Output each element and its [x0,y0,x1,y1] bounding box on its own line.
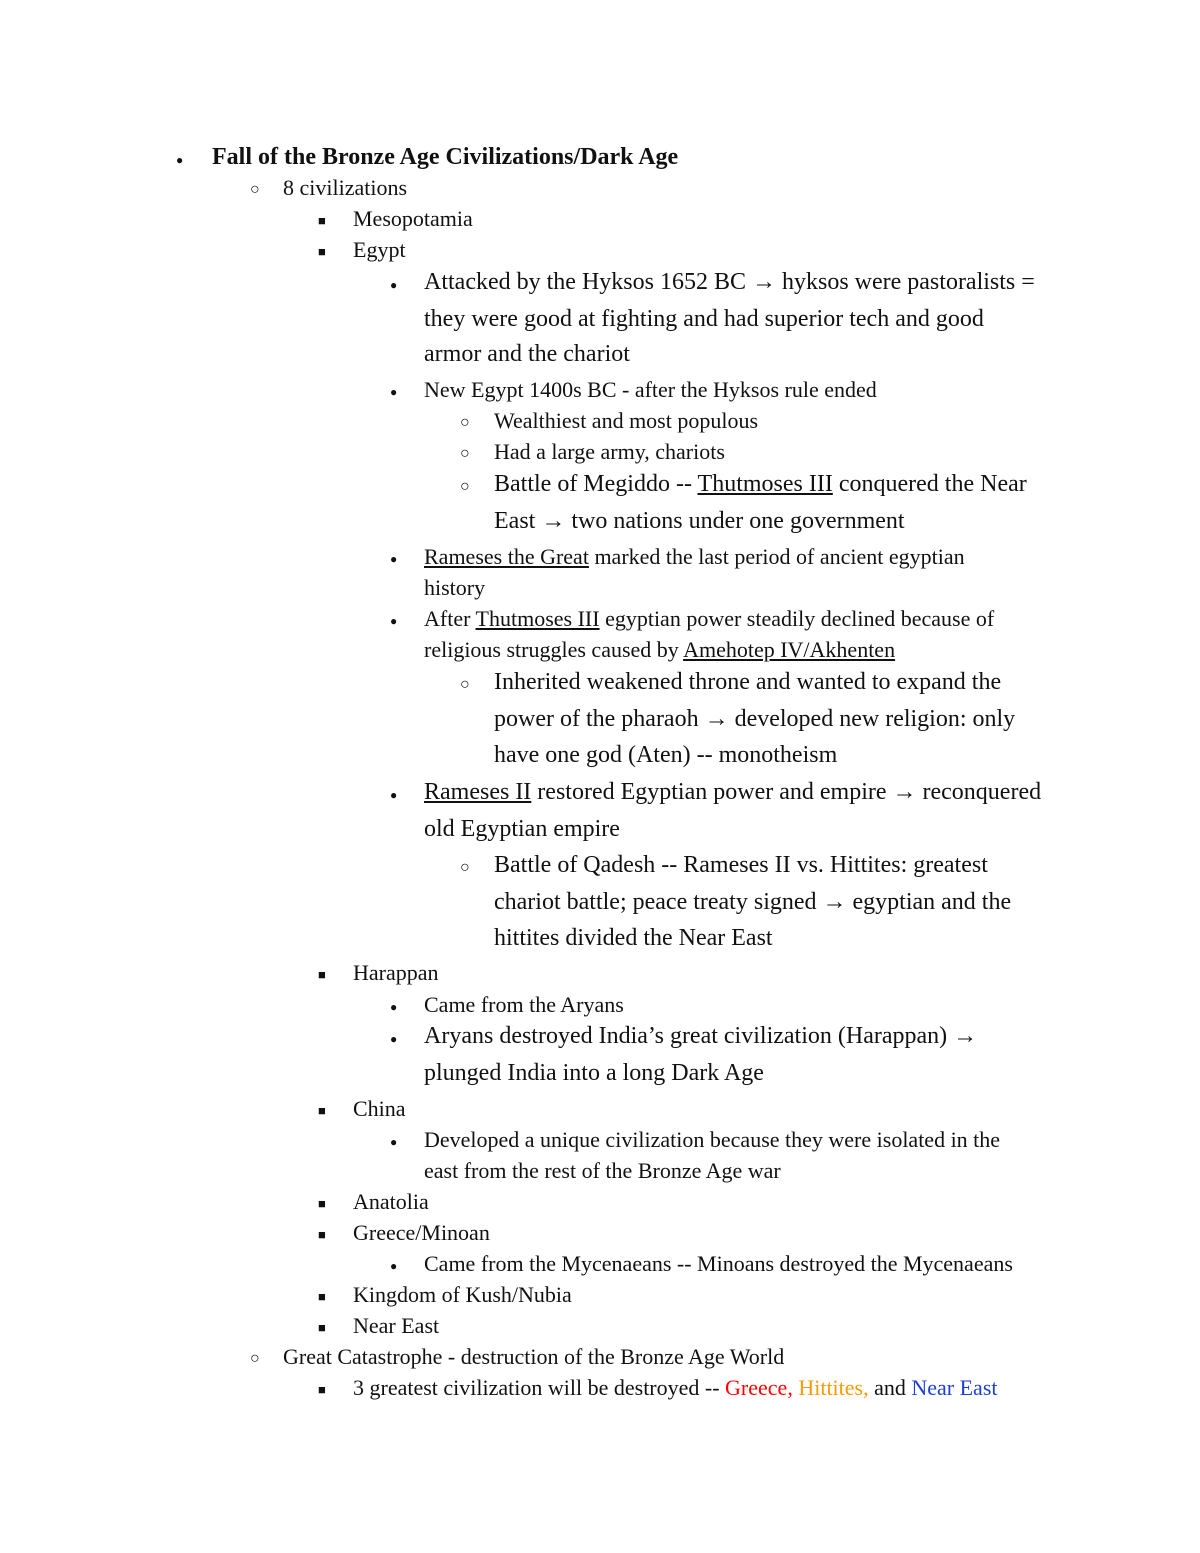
bullet-circle-icon [250,175,260,203]
list-item: Greece/Minoan [353,1220,490,1245]
list-item [494,471,1027,497]
bullet-square-icon [318,206,326,234]
bullet-circle-icon [460,670,470,698]
list-item: Attacked by the Hyksos 1652 BC → hyksos were pastoralists = [424,269,1035,295]
bullet-square-icon [318,1189,326,1217]
bullet-square-icon [318,1375,326,1403]
list-item: Anatolia [353,1189,429,1214]
list-item [424,544,965,570]
bullet-circle-icon [460,472,470,500]
list-item-continued: they were good at fighting and had superior tech and good [424,306,984,332]
bullet-circle-icon [460,439,470,467]
bullet-square-icon [318,1282,326,1310]
bullet-square-icon [318,960,326,988]
list-item: Developed a unique civilization because they were isolated in the [424,1127,1001,1152]
underlined-name: Thutmoses III [475,606,600,631]
bullet-dot-icon [176,145,183,173]
bullet-square-icon [318,1313,326,1341]
text-run: egyptian power steadily declined because of [599,606,995,631]
highlight-hittites: Hittites, [798,1375,869,1400]
underlined-name: Rameses II [424,779,532,805]
section-title: Fall of the Bronze Age Civilizations/Dark Age [212,144,679,170]
list-item-continued [424,637,895,663]
text-run: conquered the Near [832,471,1027,497]
list-item: Great Catastrophe - destruction of the Bronze Age World [283,1344,785,1369]
bullet-dot-icon [390,992,397,1020]
list-item-continued: hittites divided the Near East [494,925,773,951]
bullet-circle-icon [250,1344,260,1372]
list-item-continued: old Egyptian empire [424,816,620,842]
underlined-name: Rameses the Great [424,544,589,569]
list-item: Near East [353,1313,440,1338]
list-item: 8 civilizations [283,175,408,200]
list-item: Mesopotamia [353,206,473,231]
list-item: Had a large army, chariots [494,439,725,464]
bullet-dot-icon [390,1251,397,1279]
list-item-continued: armor and the chariot [424,341,630,367]
text-run: Battle of Megiddo -- [494,471,698,497]
list-item: Kingdom of Kush/Nubia [353,1282,572,1307]
list-item-continued: plunged India into a long Dark Age [424,1060,764,1086]
bullet-square-icon [318,237,326,265]
bullet-dot-icon [390,544,397,572]
underlined-name: Thutmoses III [697,471,833,497]
highlight-greece: Greece, [725,1375,793,1400]
bullet-square-icon [318,1096,326,1124]
list-item-continued: chariot battle; peace treaty signed → egyptian and the [494,889,1012,915]
list-item [424,779,1041,805]
bullet-dot-icon [390,270,397,298]
bullet-dot-icon [390,1024,397,1052]
bullet-circle-icon [460,853,470,881]
list-item-continued: power of the pharaoh → developed new religion: only [494,706,1016,732]
text-run: After [424,606,476,631]
bullet-dot-icon [390,780,397,808]
underlined-name: Amehotep IV/Akhenten [683,637,896,662]
list-item: Came from the Mycenaeans -- Minoans destroyed the Mycenaeans [424,1251,1013,1276]
list-item: New Egypt 1400s BC - after the Hyksos rule ended [424,377,877,402]
list-item: Inherited weakened throne and wanted to expand the [494,669,1002,695]
list-item-continued: East → two nations under one government [494,508,905,534]
list-item-continued: history [424,575,486,600]
list-item [353,1375,998,1401]
bullet-dot-icon [390,606,397,634]
text-run: religious struggles caused by [424,637,684,662]
bullet-circle-icon [460,408,470,436]
list-item: Wealthiest and most populous [494,408,759,433]
list-item: Harappan [353,960,439,985]
list-item: Battle of Qadesh -- Rameses II vs. Hittites: greatest [494,852,988,878]
text-run: marked the last period of ancient egyptian [588,544,965,569]
list-item-continued: east from the rest of the Bronze Age war [424,1158,781,1183]
list-item [424,606,994,632]
text-run: 3 greatest civilization will be destroyed -- [353,1375,726,1400]
list-item: China [353,1096,406,1121]
list-item: Came from the Aryans [424,992,624,1017]
list-item: Egypt [353,237,406,262]
text-run: restored Egyptian power and empire → reconquered [531,779,1042,805]
list-item: Aryans destroyed India’s great civilization (Harappan) → [424,1023,978,1049]
text-run: and [868,1375,912,1400]
bullet-square-icon [318,1220,326,1248]
bullet-dot-icon [390,1127,397,1155]
highlight-near-east: Near East [911,1375,998,1400]
bullet-dot-icon [390,377,397,405]
list-item-continued: have one god (Aten) -- monotheism [494,742,838,768]
